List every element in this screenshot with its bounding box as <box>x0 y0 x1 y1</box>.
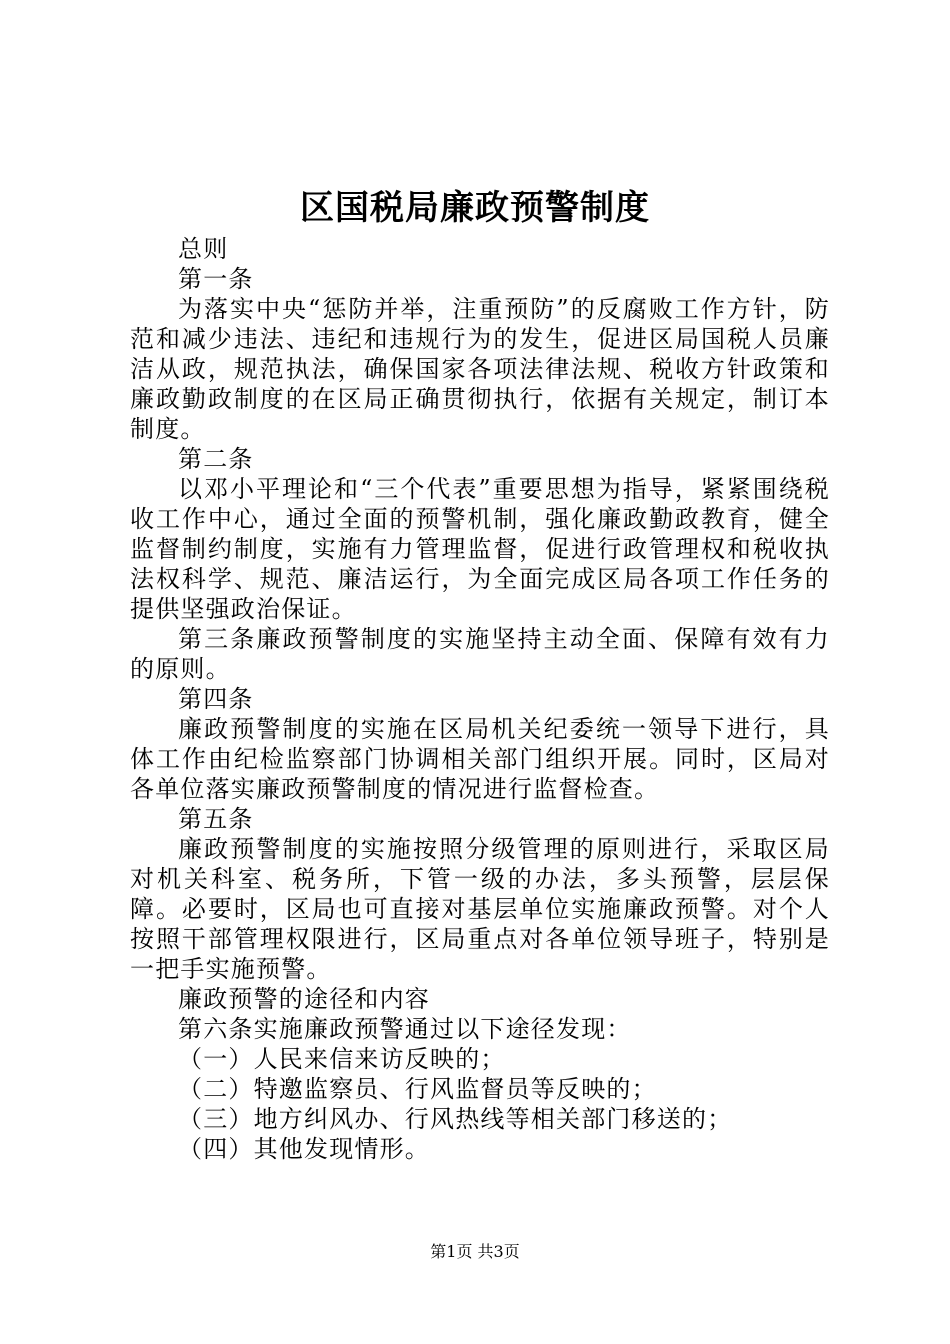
document-body <box>130 234 830 1164</box>
list-item-4: （四）其他发现情形。 <box>178 1135 430 1163</box>
article-4-heading: 第四条 <box>178 685 254 713</box>
article-4-text: 廉政预警制度的实施在区局机关纪委统一领导下进行，具体工作由纪检监察部门协调相关部门组织开展。同时，区局对各单位落实廉政预警制度的情况进行监督检查。 <box>130 715 830 803</box>
article-2-heading: 第二条 <box>178 445 254 473</box>
article-5-heading: 第五条 <box>178 805 254 833</box>
article-2-text: 以邓小平理论和“三个代表”重要思想为指导，紧紧围绕税收工作中心，通过全面的预警机制，强化廉政勤政教育，健全监督制约制度，实施有力管理监督，促进行政管理权和税收执法权科学、规范、廉洁运行，为全面完成区局各项工作任务的提供坚强政治保证。 <box>130 475 830 623</box>
article-1-text: 为落实中央“惩防并举，注重预防”的反腐败工作方针，防范和减少违法、违纪和违规行为的发生，促进区局国税人员廉洁从政，规范执法，确保国家各项法律法规、税收方针政策和廉政勤政制度的在区局正确贯彻执行，依据有关规定，制订本制度。 <box>130 295 830 443</box>
article-1-heading: 第一条 <box>178 265 254 293</box>
page-footer: 第1页 共3页 <box>430 1242 520 1261</box>
document-title: 区国税局廉政预警制度 <box>300 188 650 228</box>
article-6-text: 第六条实施廉政预警通过以下途径发现： <box>178 1015 632 1043</box>
list-item-1: （一）人民来信来访反映的； <box>178 1045 506 1073</box>
article-3-text: 第三条廉政预警制度的实施坚持主动全面、保障有效有力的原则。 <box>130 625 830 683</box>
section-heading-general: 总则 <box>178 235 229 263</box>
article-5-text: 廉政预警制度的实施按照分级管理的原则进行，采取区局对机关科室、税务所，下管一级的办法，多头预警，层层保障。必要时，区局也可直接对基层单位实施廉政预警。对个人按照干部管理权限进行，区局重点对各单位领导班子，特别是一把手实施预警。 <box>130 835 830 983</box>
section-heading-channels: 廉政预警的途径和内容 <box>178 985 430 1013</box>
list-item-3: （三）地方纠风办、行风热线等相关部门移送的； <box>178 1105 733 1133</box>
list-item-2: （二）特邀监察员、行风监督员等反映的； <box>178 1075 657 1103</box>
